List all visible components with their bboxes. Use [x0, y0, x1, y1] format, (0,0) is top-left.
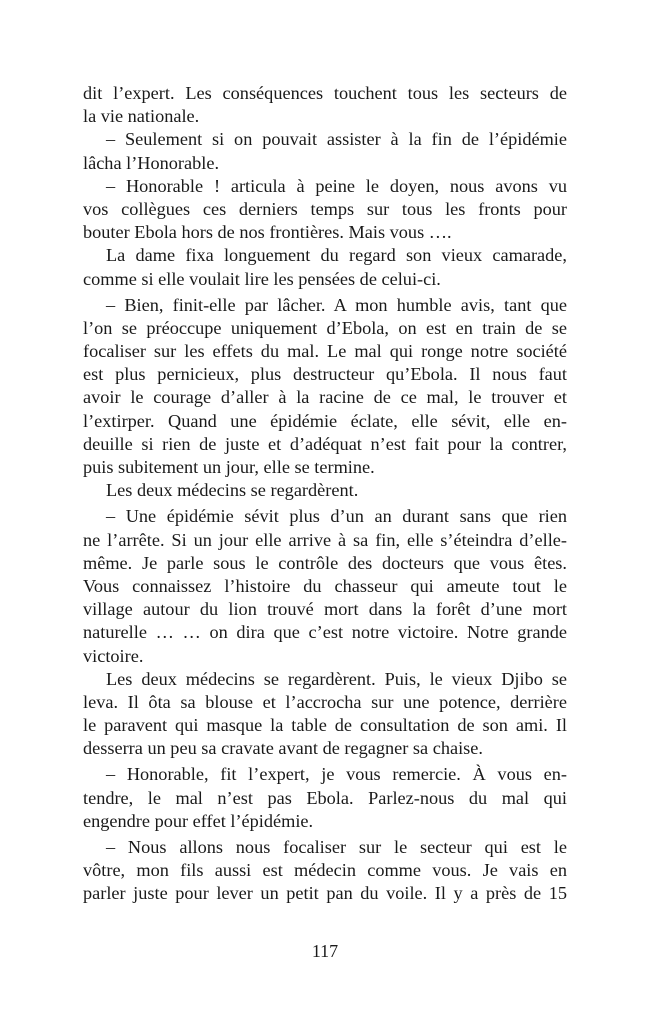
text-line: avoir le courage d’aller à la racine de ce mal, le trouver et [83, 387, 567, 408]
text-line: est plus pernicieux, plus destructeur qu’Ebola. Il nous faut [83, 364, 567, 385]
text-line: victoire. [83, 645, 144, 666]
text-line: – Honorable ! articula à peine le doyen, nous avons vu [106, 175, 567, 196]
text-line: puis subitement un jour, elle se termine. [83, 457, 375, 477]
text-line: Vous connaissez l’histoire du chasseur qui ameute tout le [83, 575, 567, 596]
text-line: focaliser sur les effets du mal. Le mal qui ronge notre société [83, 341, 567, 362]
text-line: – Seulement si on pouvait assister à la fin de l’épidémie [106, 129, 567, 150]
text-line: même. Je parle sous le contrôle des docteurs que vous êtes. [83, 552, 567, 573]
text-line: Les deux médecins se regardèrent. Puis, le vieux Djibo se [106, 668, 567, 689]
text-line: vos collègues ces derniers temps sur tous les fronts pour [83, 198, 567, 219]
text-line: l’on se préoccupe uniquement d’Ebola, on est en train de se [83, 317, 567, 338]
text-line: dit l’expert. Les conséquences touchent tous les secteurs de [83, 83, 567, 103]
text-line: – Bien, finit-elle par lâcher. A mon humble avis, tant que [106, 294, 567, 315]
text-line: comme si elle voulait lire les pensées de celui-ci. [83, 268, 441, 289]
text-line: desserra un peu sa cravate avant de regagner sa chaise. [83, 738, 483, 759]
page-number: 117 [311, 941, 339, 961]
text-line: vôtre, mon fils aussi est médecin comme vous. Je vais en [83, 860, 567, 881]
text-line: naturelle … … on dira que c’est notre victoire. Notre grande [83, 622, 567, 643]
text-line: lâcha l’Honorable. [83, 152, 220, 173]
text-line: la vie nationale. [83, 106, 200, 127]
page-body-text [83, 82, 567, 906]
text-line: – Honorable, fit l’expert, je vous remercie. À vous en- [106, 764, 567, 785]
text-line: bouter Ebola hors de nos frontières. Mais vous …. [83, 222, 452, 243]
text-line: leva. Il ôta sa blouse et l’accrocha sur une potence, derrière [83, 691, 567, 712]
text-line: – Nous allons nous focaliser sur le secteur qui est le [106, 837, 567, 857]
text-line: parler juste pour lever un petit pan du voile. Il y a près de 15 [83, 883, 567, 904]
text-line: La dame fixa longuement du regard son vieux camarade, [106, 245, 567, 266]
text-line: le paravent qui masque la table de consultation de son ami. Il [83, 715, 567, 736]
text-line: village autour du lion trouvé mort dans la forêt d’une mort [83, 599, 567, 620]
text-line: deuille si rien de juste et d’adéquat n’est fait pour la contrer, [83, 433, 567, 454]
text-line: engendre pour effet l’épidémie. [83, 810, 314, 831]
text-line: – Une épidémie sévit plus d’un an durant sans que rien [106, 506, 567, 527]
text-line: tendre, le mal n’est pas Ebola. Parlez-nous du mal qui [83, 787, 567, 808]
text-line: Les deux médecins se regardèrent. [106, 480, 359, 501]
text-line: ne l’arrête. Si un jour elle arrive à sa fin, elle s’éteindra d’elle- [83, 529, 567, 550]
text-line: l’extirper. Quand une épidémie éclate, elle sévit, elle en- [83, 410, 567, 431]
